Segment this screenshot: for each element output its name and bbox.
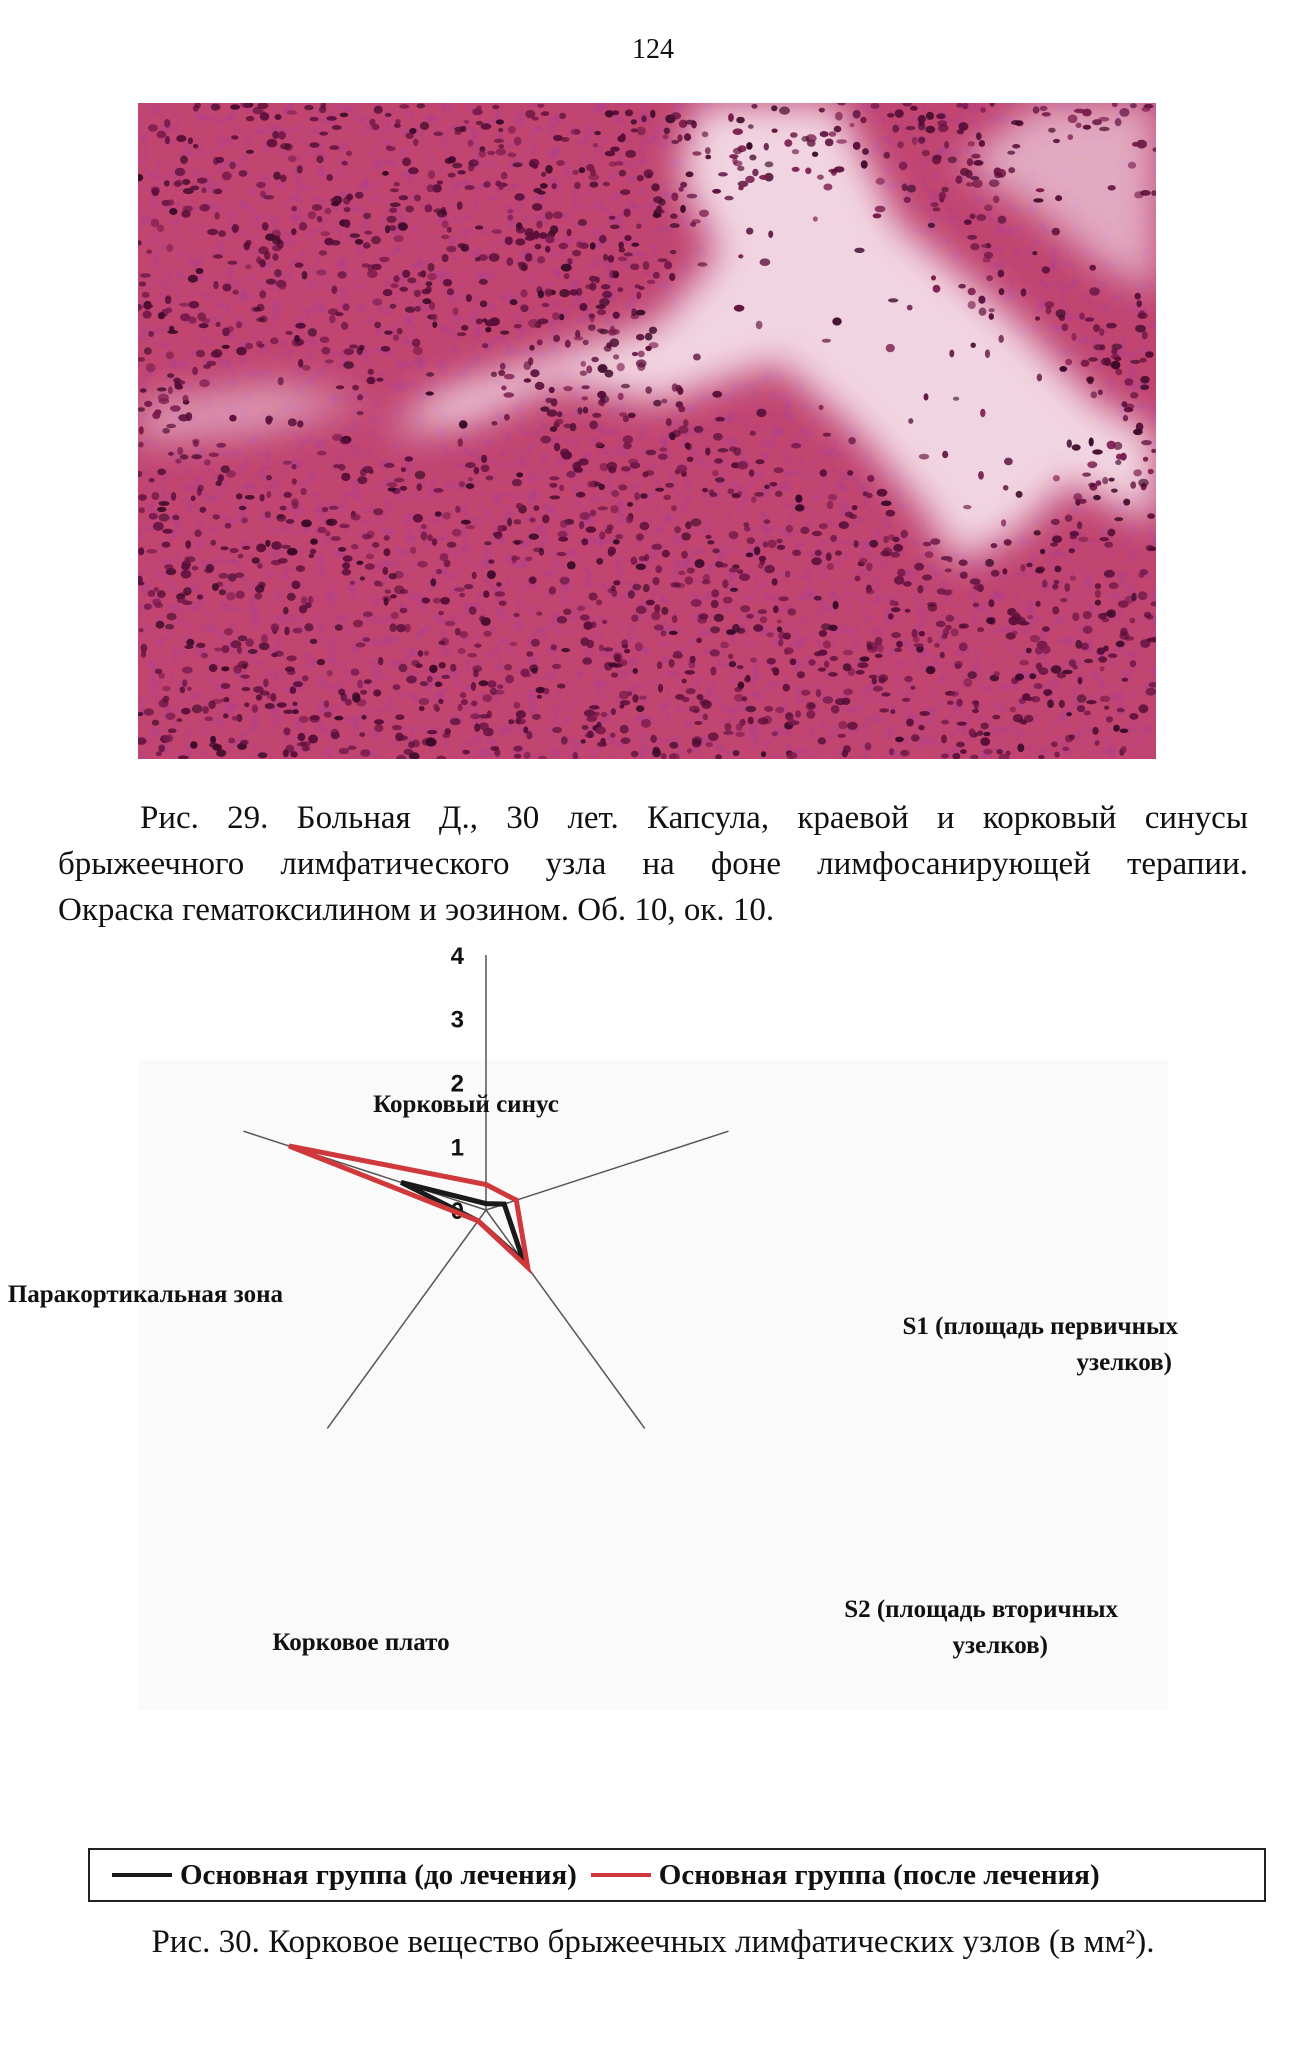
axis-line-2 — [486, 1131, 729, 1210]
radar-svg — [7, 943, 1248, 1920]
figure-30-caption: Рис. 30. Корковое вещество брыжеечных лимфатических узлов (в мм²). — [151, 1924, 1155, 1960]
figure-29-caption-line3: Окраска гематоксилином и эозином. Об. 10, ок. 10. — [58, 892, 775, 928]
axis-label-3-line2: узелков) — [952, 1632, 1048, 1659]
legend-label-2: Основная группа (после лечения) — [658, 1858, 1100, 1891]
tick-label-2: 2 — [450, 1070, 464, 1098]
axis-label-2-line2: узелков) — [1076, 1349, 1172, 1376]
legend-swatch-1 — [112, 1873, 172, 1877]
figure-29-caption-line1: Рис. 29. Больная Д., 30 лет. Капсула, краевой и корковый синусы — [140, 800, 1248, 836]
chart-legend — [88, 1848, 1266, 1902]
axis-label-1: Корковый синус — [373, 1091, 559, 1118]
micrograph-image — [138, 103, 1156, 759]
legend-item-1 — [112, 1859, 577, 1892]
axis-line-5 — [244, 1131, 487, 1210]
legend-item-2 — [591, 1859, 1100, 1892]
series-2-polygon — [289, 1146, 528, 1267]
page-number: 124 — [632, 34, 674, 65]
axis-line-4 — [327, 1210, 486, 1428]
axis-label-3: S2 (площадь вторичных — [844, 1596, 1118, 1623]
histology-photo — [138, 103, 1156, 759]
tick-label-4: 4 — [450, 943, 464, 970]
legend-swatch-2 — [591, 1873, 651, 1877]
figure-29-caption-line2: брыжеечного лимфатического узла на фоне лимфосанирующей терапии. — [58, 846, 1248, 882]
axis-line-3 — [486, 1210, 645, 1428]
figure-29-caption — [58, 795, 1248, 933]
tick-label-0: 0 — [450, 1198, 464, 1225]
tick-label-3: 3 — [450, 1006, 464, 1034]
legend-label-1: Основная группа (до лечения) — [180, 1858, 577, 1891]
axis-label-2: S1 (площадь первичных — [902, 1313, 1178, 1340]
tick-label-1: 1 — [450, 1134, 464, 1162]
axis-label-5: Паракортикальная зона — [7, 1281, 283, 1308]
radar-chart — [7, 943, 1248, 1920]
axis-label-4: Корковое плато — [272, 1629, 450, 1656]
